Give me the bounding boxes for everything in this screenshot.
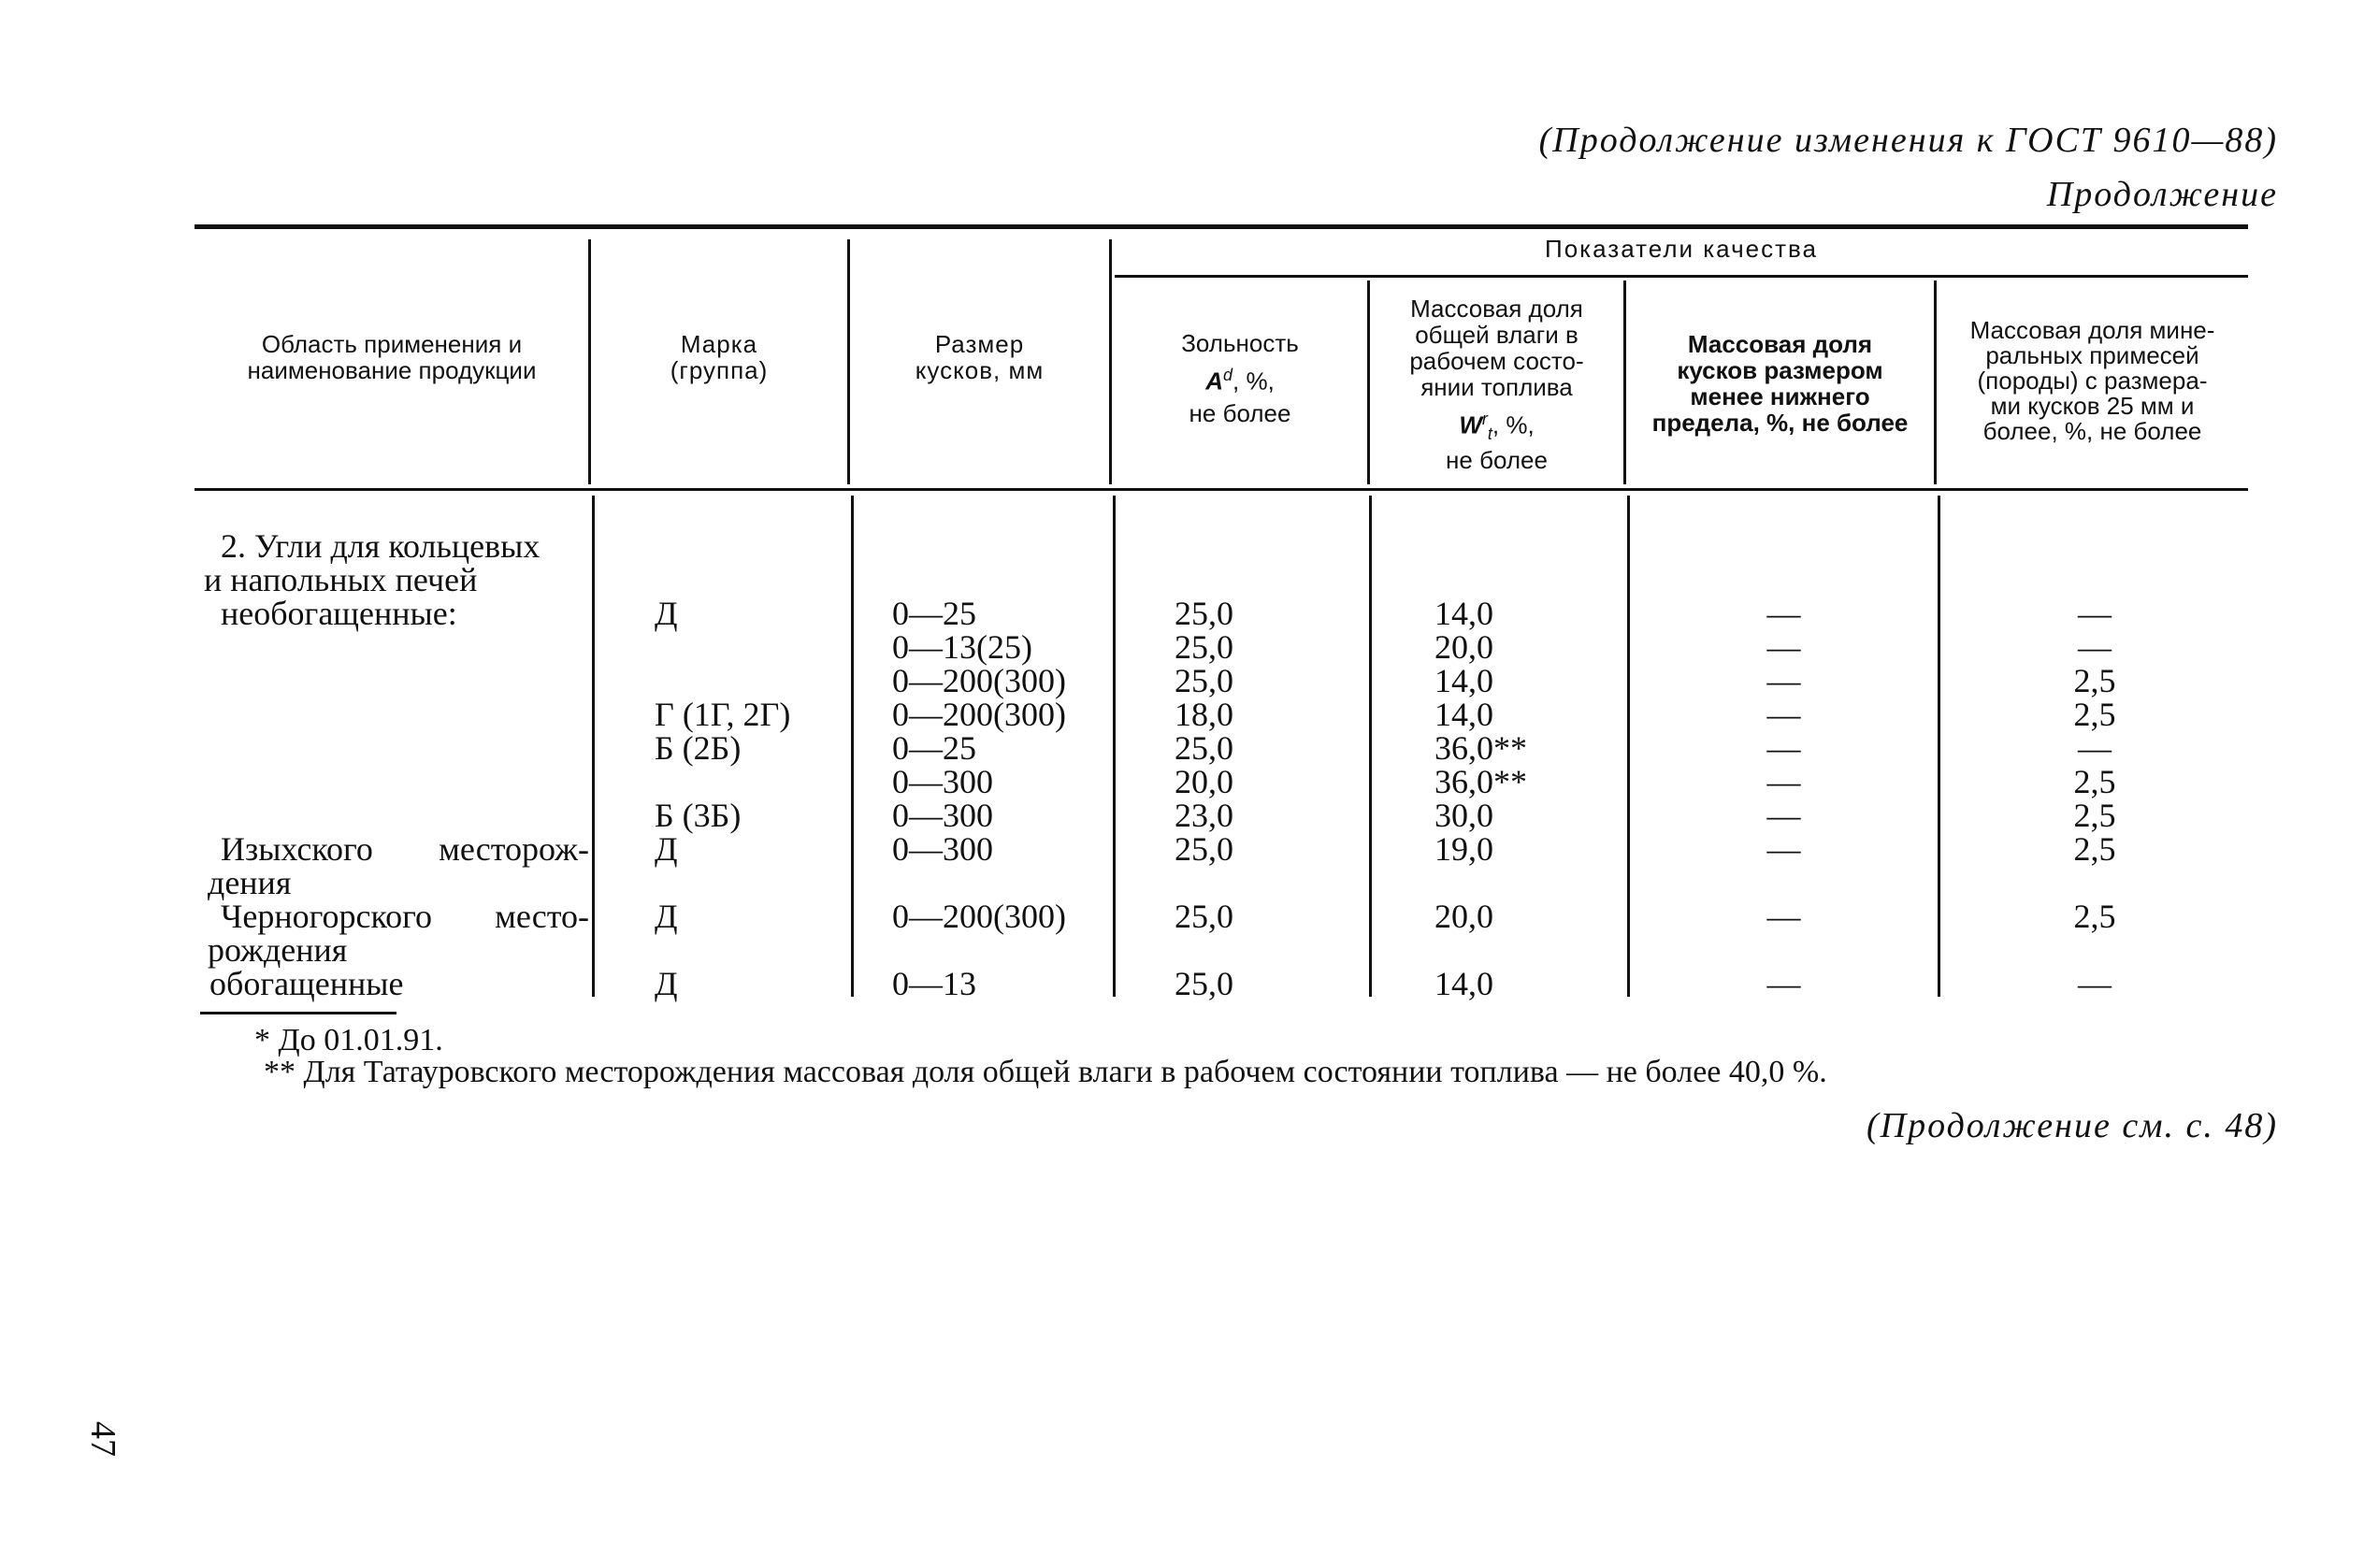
table-cell: Б (2Б) <box>655 729 742 767</box>
table-cell <box>204 698 589 731</box>
table-cell <box>655 563 851 597</box>
page-number: 47 <box>83 1421 123 1457</box>
table-cell <box>204 731 589 765</box>
vrule <box>1369 496 1372 997</box>
table-cell: 20,0 <box>1434 628 1493 666</box>
table-cell: 0—25 <box>892 595 976 632</box>
footnote-2: ** Для Татауровского месторождения массовая доля общей влаги в рабочем состоянии топлива — не более 40,0 %. <box>264 1055 1827 1089</box>
moisture-symbol: W <box>1459 410 1482 439</box>
table-cell: Б (3Б) <box>655 797 742 834</box>
table-cell: 0—300 <box>892 797 993 834</box>
footnote-rule <box>200 1012 396 1014</box>
table-cell: — <box>2078 729 2112 767</box>
header-ash-content: Зольность $A^d$, %, не более <box>1181 329 1299 427</box>
table-cell: и напольных печей <box>204 561 478 598</box>
table-cell: 0—300 <box>892 763 993 800</box>
table-cell <box>655 765 851 798</box>
table-cell: 14,0 <box>1434 662 1493 699</box>
continued-note: (Продолжение см. с. 48) <box>1866 1106 2278 1145</box>
table-cell: 30,0 <box>1434 797 1493 834</box>
table-cell: 25,0 <box>1175 595 1233 632</box>
table-cell: Д <box>655 595 678 632</box>
table-cell: 0—200(300) <box>892 898 1066 935</box>
table-cell: 25,0 <box>1175 830 1233 868</box>
column-ash-content <box>1175 529 1333 1000</box>
table-cell: 25,0 <box>1175 729 1233 767</box>
table-cell <box>1940 866 2249 899</box>
table-cell: 25,0 <box>1175 628 1233 666</box>
table-cell: 36,0** <box>1434 729 1527 767</box>
table-cell <box>892 529 1109 563</box>
table-cell: 19,0 <box>1434 830 1493 868</box>
vrule <box>851 496 854 997</box>
table-cell: 2,5 <box>2073 898 2116 935</box>
table-cell <box>1434 563 1622 597</box>
table-cell: 14,0 <box>1434 965 1493 1002</box>
column-grade <box>655 529 851 1000</box>
table-cell: необогащенные: <box>221 595 457 632</box>
column-lump-size <box>892 529 1109 1000</box>
table-cell <box>1630 866 1938 899</box>
table-cell: Черногорского место- <box>221 898 589 935</box>
table-cell: 2. Угли для кольцевых <box>221 527 541 565</box>
table-cell <box>1434 933 1622 967</box>
table-cell: 0—200(300) <box>892 662 1066 699</box>
table-cell: 18,0 <box>1175 696 1233 733</box>
table-cell <box>204 798 589 832</box>
table-cell: — <box>1766 729 1801 767</box>
continuation-title: (Продолжение изменения к ГОСТ 9610—88) <box>1538 121 2278 160</box>
table-cell <box>655 664 851 698</box>
table-cell: Изыхского месторож- <box>221 830 589 868</box>
table-cell: — <box>1766 696 1801 733</box>
table-cell <box>892 563 1109 597</box>
table-cell: — <box>1766 628 1801 666</box>
table-cell: рождения <box>208 931 348 969</box>
header-undersize: Массовая доля кусков размером менее нижнего предела, %, не более <box>1651 330 1909 437</box>
table-cell <box>655 529 851 563</box>
table-top-rule <box>195 224 2248 229</box>
header-lump-size: Размер кусков, мм <box>915 330 1045 384</box>
table-cell <box>1630 563 1938 597</box>
header-quality-indicators: Показатели качества <box>1545 235 1818 263</box>
table-cell: — <box>2078 965 2112 1002</box>
table-cell <box>204 765 589 798</box>
table-cell <box>1175 933 1333 967</box>
vrule <box>1109 239 1112 484</box>
table-cell: 2,5 <box>2073 797 2116 834</box>
table-cell: 0—300 <box>892 830 993 868</box>
header-bottom-rule <box>195 488 2248 491</box>
vrule <box>1113 496 1116 997</box>
ash-symbol: A <box>1205 367 1223 396</box>
column-undersize <box>1630 529 1938 1000</box>
table-cell <box>892 866 1109 899</box>
table-cell: 25,0 <box>1175 662 1233 699</box>
table-cell: 25,0 <box>1175 965 1233 1002</box>
table-cell <box>655 933 851 967</box>
table-cell <box>655 866 851 899</box>
table-cell: — <box>1766 797 1801 834</box>
table-cell: 20,0 <box>1175 763 1233 800</box>
table-cell: 0—200(300) <box>892 696 1066 733</box>
table-cell <box>1434 866 1622 899</box>
table-cell <box>1630 529 1938 563</box>
table-cell: — <box>1766 763 1801 800</box>
header-application-area: Область применения и наименование продукции <box>247 330 537 384</box>
header-grade: Марка (группа) <box>670 330 769 384</box>
table-cell <box>204 664 589 698</box>
footnote-1: * До 01.01.91. <box>254 1023 443 1057</box>
table-cell: — <box>1766 965 1801 1002</box>
table-cell: 23,0 <box>1175 797 1233 834</box>
table-cell <box>1940 529 2249 563</box>
table-cell: — <box>2078 595 2112 632</box>
table-cell: 25,0 <box>1175 898 1233 935</box>
table-cell: 36,0** <box>1434 763 1527 800</box>
table-cell: 14,0 <box>1434 696 1493 733</box>
table-cell: 0—25 <box>892 729 976 767</box>
table-cell: — <box>1766 898 1801 935</box>
table-cell <box>1175 563 1333 597</box>
table-cell: Г (1Г, 2Г) <box>655 696 791 733</box>
table-cell: 2,5 <box>2073 763 2116 800</box>
header-mineral-impurities: Массовая доля мине- ральных примесей (породы) с размера- ми кусков 25 мм и более, %, не более <box>1969 316 2215 445</box>
table-cell: 20,0 <box>1434 898 1493 935</box>
table-cell <box>1175 529 1333 563</box>
table-cell: дения <box>208 864 292 901</box>
table-cell: 2,5 <box>2073 696 2116 733</box>
group-header-rule <box>1115 275 2248 278</box>
table-cell: 2,5 <box>2073 830 2116 868</box>
column-mineral-impurities <box>1940 529 2249 1000</box>
table-cell: — <box>1766 662 1801 699</box>
table-cell: Д <box>655 830 678 868</box>
column-application-area <box>204 529 589 1000</box>
table-cell <box>1434 529 1622 563</box>
table-cell: — <box>1766 830 1801 868</box>
table-cell <box>892 933 1109 967</box>
table-cell: 14,0 <box>1434 595 1493 632</box>
table-cell <box>1940 933 2249 967</box>
table-cell: — <box>1766 595 1801 632</box>
table-cell: 0—13 <box>892 965 976 1002</box>
table-cell <box>1175 866 1333 899</box>
table-cell <box>1630 933 1938 967</box>
table-cell: — <box>2078 628 2112 666</box>
table-cell: Д <box>655 965 678 1002</box>
table-cell <box>204 630 589 664</box>
table-cell: обогащенные <box>209 965 404 1002</box>
column-moisture <box>1434 529 1622 1000</box>
table-cell <box>655 630 851 664</box>
table-cell: 2,5 <box>2073 662 2116 699</box>
table-cell: Д <box>655 898 678 935</box>
vrule <box>592 496 595 997</box>
table-cell: 0—13(25) <box>892 628 1032 666</box>
continuation-label: Продолжение <box>2046 175 2278 214</box>
table-cell <box>1940 563 2249 597</box>
header-moisture: Массовая доля общей влаги в рабочем состо- янии топлива $W^r_t$, %, не более <box>1409 295 1584 474</box>
